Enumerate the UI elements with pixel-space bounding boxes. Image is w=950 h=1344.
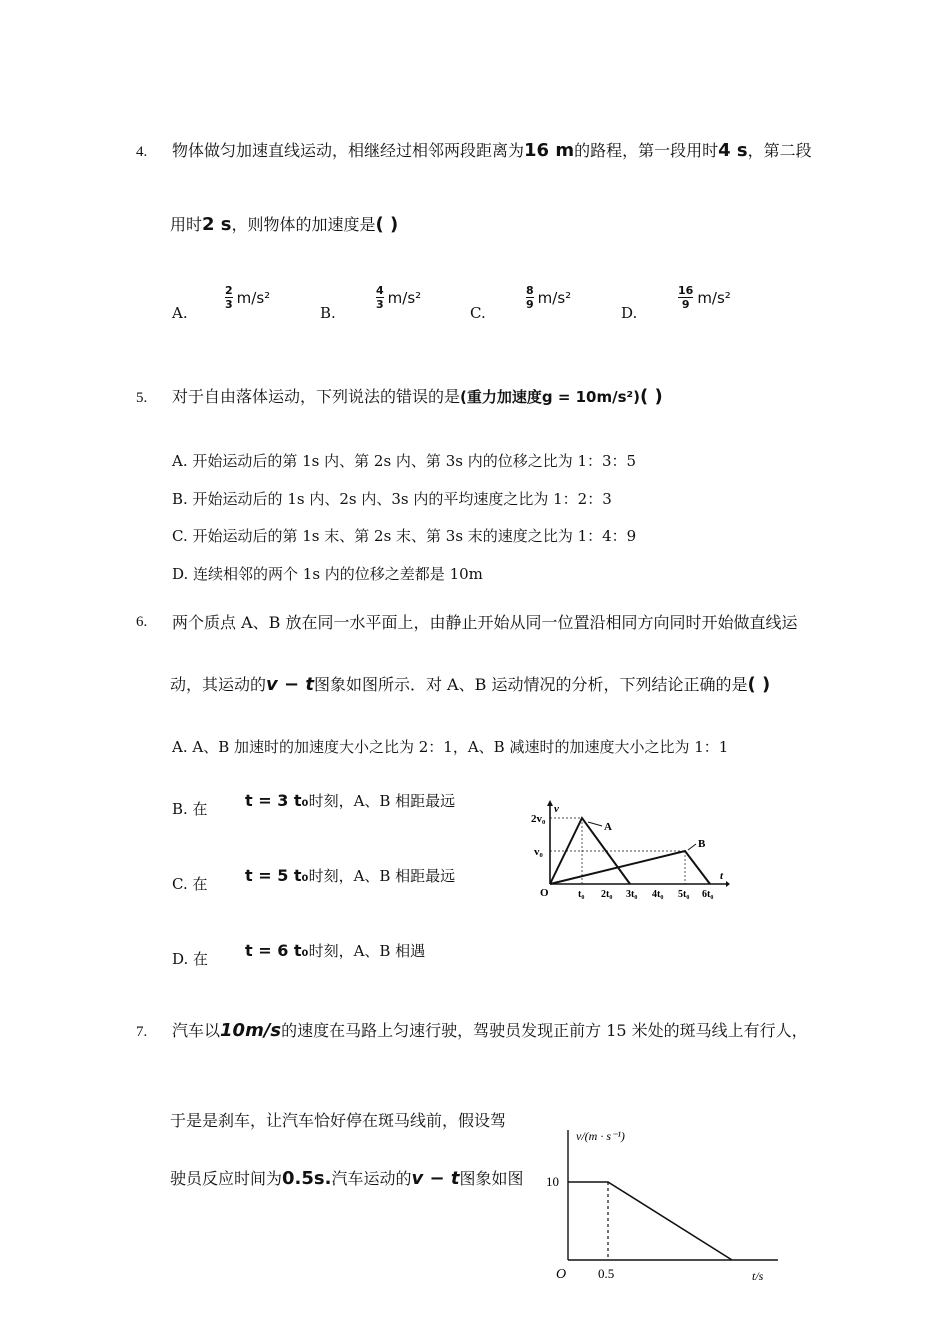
- q7-text-c: 驶员反应时间为: [170, 1169, 283, 1188]
- q6-line1: 两个质点 A、B 放在同一水平面上，由静止开始从同一位置沿相同方向同时开始做直线运: [172, 613, 798, 632]
- q4-time2: 2 s: [202, 214, 232, 235]
- q4-distance: 16 m: [524, 140, 575, 161]
- fraction: $\frac{4}{3}$: [376, 284, 384, 311]
- q6-option-b-text: 时刻，A、B 相距最远: [308, 792, 456, 810]
- q7-number: 7.: [136, 1024, 148, 1040]
- q4-paren: ( ): [375, 214, 399, 235]
- origin: O: [540, 887, 549, 899]
- q5-option-a: A. 开始运动后的第 1s 内、第 2s 内、第 3s 内的位移之比为 1：3：5: [172, 452, 637, 470]
- q7-text-b: 的速度在马路上匀速行驶，驾驶员发现正前方 15 米处的斑马线上有行人，: [281, 1021, 808, 1040]
- unit: m/s²: [236, 288, 271, 307]
- fraction: $\frac{2}{3}$: [225, 284, 233, 311]
- q4-text-c: ，第二段: [747, 141, 812, 160]
- axis-t: t: [720, 870, 724, 882]
- q5-condition: (重力加速度g = 10m/s²): [460, 388, 640, 406]
- axis-v: v/(m · s⁻¹): [576, 1129, 625, 1143]
- tick-4t0: 4t₀: [652, 889, 664, 900]
- q5-text: 对于自由落体运动，下列说法的错误的是: [172, 387, 461, 406]
- q6-text-a: 动，其运动的: [170, 675, 267, 694]
- q6-option-c-body: [245, 865, 455, 886]
- q4-time1: 4 s: [718, 140, 748, 161]
- q6-text-b: 图象如图所示．对 A、B 运动情况的分析，下列结论正确的是: [313, 675, 748, 694]
- q6-option-c-text: 时刻，A、B 相距最远: [308, 867, 456, 885]
- q7-text-e: 图象如图: [459, 1169, 524, 1188]
- unit: m/s²: [387, 288, 422, 307]
- q4-option-a-value: [225, 284, 270, 311]
- q6-option-c-math: t = 5 t₀: [245, 866, 309, 885]
- q4-number: 4.: [136, 144, 148, 160]
- q6-vt: v − t: [266, 674, 314, 695]
- tick-2t0: 2t₀: [601, 889, 613, 900]
- label-a: A: [604, 821, 612, 833]
- q4-option-d-value: [678, 284, 731, 311]
- q4-option-b-label: B.: [320, 304, 336, 322]
- unit: m/s²: [537, 288, 572, 307]
- tick-t0: t₀: [578, 889, 585, 900]
- q7-line1: [172, 1018, 808, 1041]
- q6-line2: [170, 672, 770, 695]
- q5-option-b: B. 开始运动后的 1s 内、2s 内、3s 内的平均速度之比为 1：2：3: [172, 490, 612, 508]
- q6-option-d-body: [245, 940, 425, 961]
- q5-paren: ( ): [639, 386, 663, 407]
- q7-speed: 10m/s: [220, 1020, 282, 1041]
- label-a-pointer: [588, 822, 602, 826]
- q4-option-a-label: A.: [172, 304, 188, 322]
- q7-vt: v − t: [411, 1168, 460, 1189]
- q4-line1: [172, 138, 812, 161]
- tick-3t0: 3t₀: [626, 889, 638, 900]
- axis-v: v: [554, 803, 559, 815]
- tick-6t0: 6t₀: [702, 889, 714, 900]
- q6-option-d-math: t = 6 t₀: [245, 941, 309, 960]
- velocity-line: [568, 1182, 732, 1260]
- q6-option-d-label: D. 在: [172, 950, 209, 968]
- q4-option-c-label: C.: [470, 304, 486, 322]
- q7-vt-graph: [540, 1120, 780, 1292]
- q4-option-d-label: D.: [621, 304, 638, 322]
- tick-10: 10: [546, 1174, 559, 1189]
- fraction: $\frac{8}{9}$: [526, 284, 534, 311]
- tick-5t0: 5t₀: [678, 889, 690, 900]
- tick-v0: v₀: [534, 846, 543, 858]
- unit: m/s²: [697, 288, 731, 307]
- q7-reaction: 0.5s.: [282, 1168, 332, 1189]
- q6-option-c-label: C. 在: [172, 875, 208, 893]
- q7-text-a: 汽车以: [172, 1021, 221, 1040]
- q4-text-e: ，则物体的加速度是: [231, 215, 376, 234]
- q7-line2: 于是是刹车，让汽车恰好停在斑马线前，假设驾: [170, 1111, 507, 1130]
- q5-option-d: D. 连续相邻的两个 1s 内的位移之差都是 10m: [172, 565, 483, 583]
- fraction: $\frac{16}{9}$: [678, 284, 694, 311]
- q4-option-b-value: [376, 284, 421, 311]
- y-axis-arrow: [547, 800, 553, 806]
- origin: O: [556, 1267, 567, 1282]
- q5-number: 5.: [136, 390, 148, 406]
- label-b: B: [698, 838, 706, 850]
- q7-text-d: 汽车运动的: [331, 1169, 412, 1188]
- q6-vt-graph: [530, 800, 730, 902]
- q4-text-d: 用时: [170, 215, 203, 234]
- q4-text-b: 的路程，第一段用时: [574, 141, 719, 160]
- tick-2v0: 2v₀: [531, 813, 546, 825]
- q6-paren: ( ): [747, 674, 771, 695]
- q4-line2: [170, 212, 398, 235]
- q4-option-c-value: [526, 284, 571, 311]
- x-axis-arrow: [726, 881, 730, 887]
- line-b: [550, 851, 710, 884]
- q5-stem: [172, 384, 663, 407]
- q6-option-d-text: 时刻，A、B 相遇: [308, 942, 426, 960]
- axis-t: t/s: [752, 1269, 764, 1283]
- q6-option-b-body: [245, 790, 455, 811]
- q4-text-a: 物体做匀加速直线运动，相继经过相邻两段距离为: [172, 141, 525, 160]
- label-b-pointer: [688, 844, 696, 850]
- q6-number: 6.: [136, 614, 148, 630]
- q6-option-b-label: B. 在: [172, 800, 208, 818]
- q5-option-c: C. 开始运动后的第 1s 末、第 2s 末、第 3s 末的速度之比为 1：4：9: [172, 527, 637, 545]
- tick-0.5: 0.5: [598, 1266, 615, 1281]
- q6-option-a: A. A、B 加速时的加速度大小之比为 2：1，A、B 减速时的加速度大小之比为 1：1: [172, 738, 729, 756]
- q6-option-b-math: t = 3 t₀: [245, 791, 309, 810]
- q7-line3: [170, 1166, 523, 1189]
